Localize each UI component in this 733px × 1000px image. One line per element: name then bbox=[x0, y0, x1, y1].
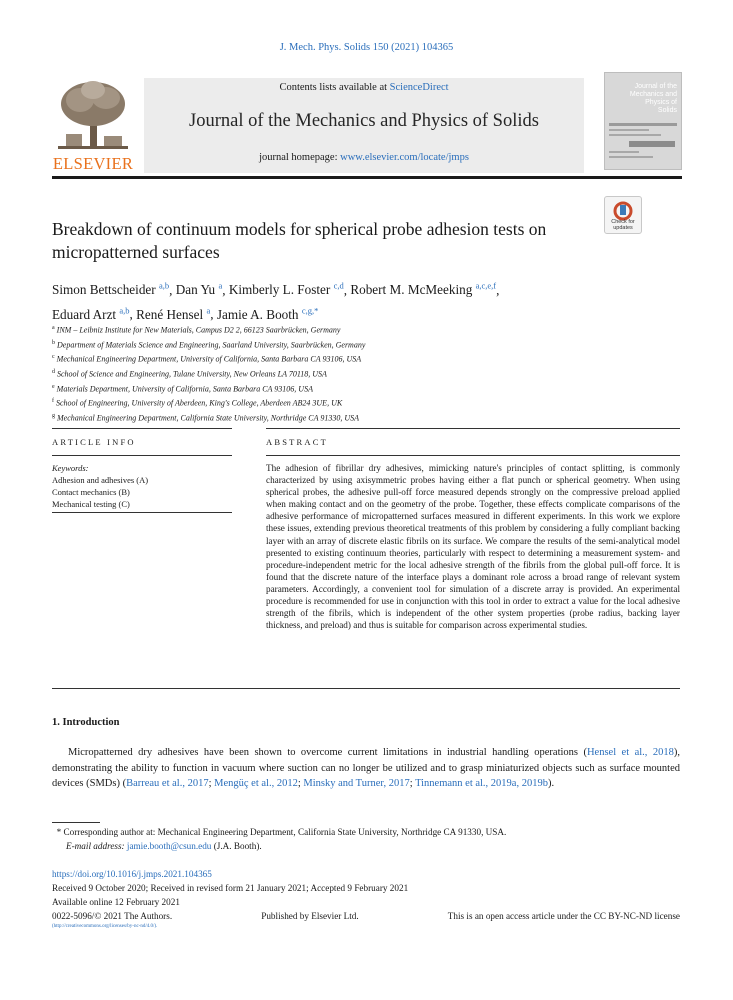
sciencedirect-link[interactable]: ScienceDirect bbox=[389, 82, 449, 93]
author[interactable]: Simon Bettscheider $^{a,b}$ bbox=[52, 281, 170, 298]
affiliation: $^g$ Mechanical Engineering Department, California State University, Northridge CA 91330, USA bbox=[52, 412, 360, 423]
keyword: Contact mechanics (B) bbox=[52, 487, 130, 497]
reference-link[interactable]: Hensel et al., 2018 bbox=[586, 747, 674, 758]
cover-figure-icon bbox=[609, 123, 677, 163]
abstract-heading: ABSTRACT bbox=[266, 437, 328, 447]
reference-link[interactable]: Barreau et al., 2017 bbox=[126, 778, 209, 789]
online-date: Available online 12 February 2021 bbox=[52, 897, 180, 907]
reference-link[interactable]: Mengüç et al., 2012 bbox=[214, 778, 298, 789]
reference-link[interactable]: Minsky and Turner, 2017 bbox=[303, 778, 410, 789]
journal-banner bbox=[144, 78, 584, 173]
homepage-prefix: journal homepage: bbox=[259, 152, 341, 163]
author[interactable]: Eduard Arzt $^{a,b}$ bbox=[52, 305, 130, 322]
elsevier-logo bbox=[52, 78, 134, 174]
affiliation: $^d$ School of Science and Engineering, Tulane University, New Orleans LA 70118, USA bbox=[52, 368, 327, 379]
elsevier-wordmark: ELSEVIER bbox=[52, 154, 134, 173]
keywords-block bbox=[52, 462, 232, 510]
affiliation-list bbox=[52, 322, 652, 425]
abstract-text: The adhesion of fibrillar dry adhesives, mimicking nature's principles of contact splitting, is commonly characterized by using axisymmetric probes having either a flat punch or spherical geometry. When using spherical probes, the adhesive pull-off force measured depends strongly on the compressive preload applied when making contact and on the geometry of the probe. Together, these effects complicate comparisons of the adhesive performance of micropatterned surfaces measured in different experiments. In this work we explore these issues, extending previous theoretical treatments of this problem by considering a fully compliant backing layer with an array of discrete elastic fibrils on its surface. We compare the results of the semi-analytical model presented to existing continuum theories, particularly with respect to determining a measurement system- and procedure-independent metric for the local adhesive strength of the fibrils from the global pull-off force. It is found that the discrete nature of the interface plays a dominant role across a broad range of relevant system parameters. Accordingly, a convenient tool for simulation of a discrete array is provided. An experimental procedure is recommended for use in conjunction with this tool in order to extract a value for the local adhesive strength of the fibrils, which is independent of the other system properties (probe radius, backing layer thickness, and preload) and thus is suitable for comparison across experimental studies. bbox=[266, 463, 680, 631]
section-divider bbox=[266, 455, 680, 456]
header-rule bbox=[52, 176, 682, 179]
author-list: Simon Bettscheider $^{a,b}$, Dan Yu $^a$, Kimberly L. Foster $^{c,d}$, Robert M. McMeeking $^{a,c,e,f}$, Eduard Arzt $^{a,b}$, René Hensel $^a$, Jamie A. Booth $^{c,g,*}$ bbox=[52, 281, 500, 322]
section-divider bbox=[266, 428, 680, 429]
article-title: Breakdown of continuum models for spherical probe adhesion tests on micropatterned surfaces bbox=[52, 219, 547, 262]
affiliation: $^c$ Mechanical Engineering Department, University of California, Santa Barbara CA 93106, USA bbox=[52, 354, 362, 364]
email-link[interactable]: jamie.booth@csun.edu bbox=[126, 841, 212, 851]
check-updates-label: Check for updates bbox=[611, 219, 635, 231]
section-divider bbox=[52, 512, 232, 513]
section-divider bbox=[52, 428, 232, 429]
affiliation: $^a$ INM – Leibniz Institute for New Materials, Campus D2 2, 66123 Saarbrücken, Germany bbox=[52, 325, 341, 335]
elsevier-tree-icon bbox=[56, 78, 130, 152]
author[interactable]: Dan Yu $^a$ bbox=[175, 281, 223, 298]
author[interactable]: Jamie A. Booth $^{c,g,*}$ bbox=[216, 305, 319, 322]
homepage-line bbox=[144, 152, 584, 163]
cover-title: Journal of the Mechanics and Physics of Solids bbox=[629, 83, 677, 114]
keywords-label: Keywords: bbox=[52, 463, 89, 473]
introduction-heading: 1. Introduction bbox=[52, 717, 120, 728]
affiliation: $^b$ Department of Materials Science and Engineering, Saarland University, Saarbrücken, Germany bbox=[52, 339, 366, 350]
reference-link[interactable]: Tinnemann et al., 2019a, 2019b bbox=[415, 778, 548, 789]
author[interactable]: René Hensel $^a$ bbox=[136, 305, 211, 322]
footnote bbox=[52, 825, 680, 853]
doi-link[interactable]: https://doi.org/10.1016/j.jmps.2021.104365 bbox=[52, 869, 212, 879]
author[interactable]: Kimberly L. Foster $^{c,d}$ bbox=[228, 281, 344, 298]
corresponding-author-note: * Corresponding author at: Mechanical Engineering Department, California State University, Northridge CA 91330, USA. bbox=[52, 827, 507, 837]
license-link[interactable]: (http://creativecommons.org/licenses/by-nc-nd/4.0/). bbox=[52, 924, 158, 929]
contents-prefix: Contents lists available at bbox=[279, 82, 390, 93]
homepage-link[interactable]: www.elsevier.com/locate/jmps bbox=[340, 152, 469, 163]
section-divider bbox=[52, 688, 680, 689]
affiliation: $^e$ Materials Department, University of California, Santa Barbara CA 93106, USA bbox=[52, 383, 313, 394]
journal-citation[interactable]: J. Mech. Phys. Solids 150 (2021) 104365 bbox=[279, 42, 454, 53]
section-divider bbox=[52, 455, 232, 456]
journal-cover-thumbnail bbox=[604, 72, 682, 170]
keyword: Adhesion and adhesives (A) bbox=[52, 475, 149, 485]
publication-metadata bbox=[52, 867, 680, 931]
journal-title: Journal of the Mechanics and Physics of Solids bbox=[189, 111, 539, 131]
article-info-heading: ARTICLE INFO bbox=[52, 437, 136, 447]
affiliation: $^f$ School of Engineering, University of Aberdeen, King's College, Aberdeen AB24 3UE, UK bbox=[52, 398, 343, 408]
contents-line bbox=[144, 82, 584, 93]
copyright-line: 0022-5096/© 2021 The Authors. Published by Elsevier Ltd. This is an open access article under the CC BY-NC-ND license bbox=[52, 911, 680, 921]
author[interactable]: Robert M. McMeeking $^{a,c,e,f}$ bbox=[350, 281, 497, 298]
masthead bbox=[52, 70, 682, 175]
received-dates: Received 9 October 2020; Received in revised form 21 January 2021; Accepted 9 February 2021 bbox=[52, 883, 409, 893]
introduction-paragraph: Micropatterned dry adhesives have been shown to overcome current limitations in industrial handling operations (Hensel et al., 2018), demonstrating the ability to function in vacuum where suction can no longer be utilized and to grasp miniaturized objects such as surface mounted devices (SMDs) (Barreau et al., 2017; Mengüç et al., 2012; Minsky and Turner, 2017; Tinnemann et al., 2019a, 2019b). bbox=[52, 747, 680, 789]
footnote-rule bbox=[52, 822, 100, 823]
keyword: Mechanical testing (C) bbox=[52, 499, 130, 509]
email-line: E-mail address: jamie.booth@csun.edu (J.A. Booth). bbox=[66, 841, 262, 851]
check-for-updates-button[interactable] bbox=[604, 196, 642, 234]
